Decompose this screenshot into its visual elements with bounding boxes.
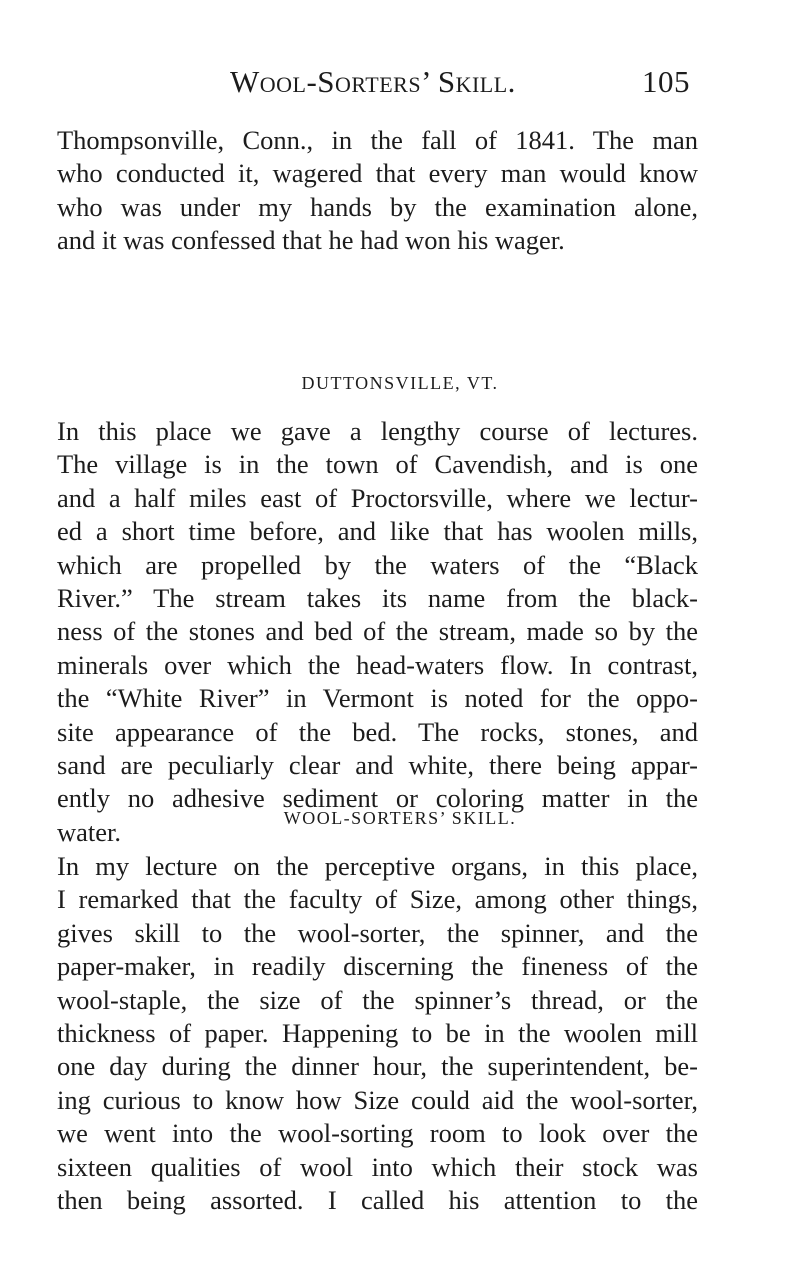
paragraph-line: ently no adhesive sediment or coloring matter in the <box>57 783 698 814</box>
paragraph-line: wool-staple, the size of the spinner’s thread, or the <box>57 984 698 1015</box>
running-head-title: Wool-Sorters’ Skill. <box>230 64 516 99</box>
section-heading-wool-sorters-skill: WOOL-SORTERS’ SKILL. <box>283 808 517 828</box>
paragraph-line: water. <box>57 816 122 847</box>
paragraph-line: which are propelled by the waters of the “Black <box>57 549 698 580</box>
paragraph-line: In my lecture on the perceptive organs, in this place, <box>57 851 698 881</box>
paragraph-line: In this place we gave a lengthy course of lectures. <box>57 416 698 446</box>
paragraph-line: paper-maker, in readily discerning the fineness of the <box>57 951 698 982</box>
section-heading-duttonsville: DUTTONSVILLE, VT. <box>301 373 499 393</box>
paragraph-line: gives skill to the wool-sorter, the spinner, and the <box>57 917 698 948</box>
running-head <box>230 64 690 104</box>
paragraph-line: who was under my hands by the examination alone, <box>57 191 698 222</box>
paragraph-line: The village is in the town of Cavendish, and is one <box>57 449 698 480</box>
paragraph-1 <box>57 124 698 258</box>
paragraph-line: thickness of paper. Happening to be in the woolen mill <box>57 1018 698 1049</box>
paragraph-line: Thompsonville, Conn., in the fall of 1841. The man <box>57 125 698 155</box>
paragraph-line: the “White River” in Vermont is noted for the oppo- <box>57 683 698 714</box>
paragraph-line: one day during the dinner hour, the superintendent, be- <box>57 1051 698 1082</box>
paragraph-line: ness of the stones and bed of the stream, made so by the <box>57 616 698 647</box>
paragraph-line: site appearance of the bed. The rocks, stones, and <box>57 716 698 747</box>
paragraph-line: who conducted it, wagered that every man would know <box>57 158 698 189</box>
paragraph-2 <box>57 415 698 849</box>
paragraph-line: and it was confessed that he had won his wager. <box>57 225 565 256</box>
paragraph-line: ing curious to know how Size could aid the wool-sorter, <box>57 1084 698 1115</box>
page-number: 105 <box>642 64 690 99</box>
paragraph-line: River.” The stream takes its name from the black- <box>57 583 698 614</box>
paragraph-line: minerals over which the head-waters flow. In contrast, <box>57 649 698 680</box>
paragraph-line: ed a short time before, and like that has woolen mills, <box>57 516 698 547</box>
paragraph-line: then being assorted. I called his attention to the <box>57 1185 698 1216</box>
paragraph-line: sixteen qualities of wool into which their stock was <box>57 1151 698 1182</box>
paragraph-3 <box>57 850 698 1217</box>
paragraph-line: sand are peculiarly clear and white, there being appar- <box>57 750 698 781</box>
paragraph-line: I remarked that the faculty of Size, among other things, <box>57 884 698 915</box>
paragraph-line: we went into the wool-sorting room to look over the <box>57 1118 698 1149</box>
paragraph-line: and a half miles east of Proctorsville, where we lectur- <box>57 482 698 513</box>
